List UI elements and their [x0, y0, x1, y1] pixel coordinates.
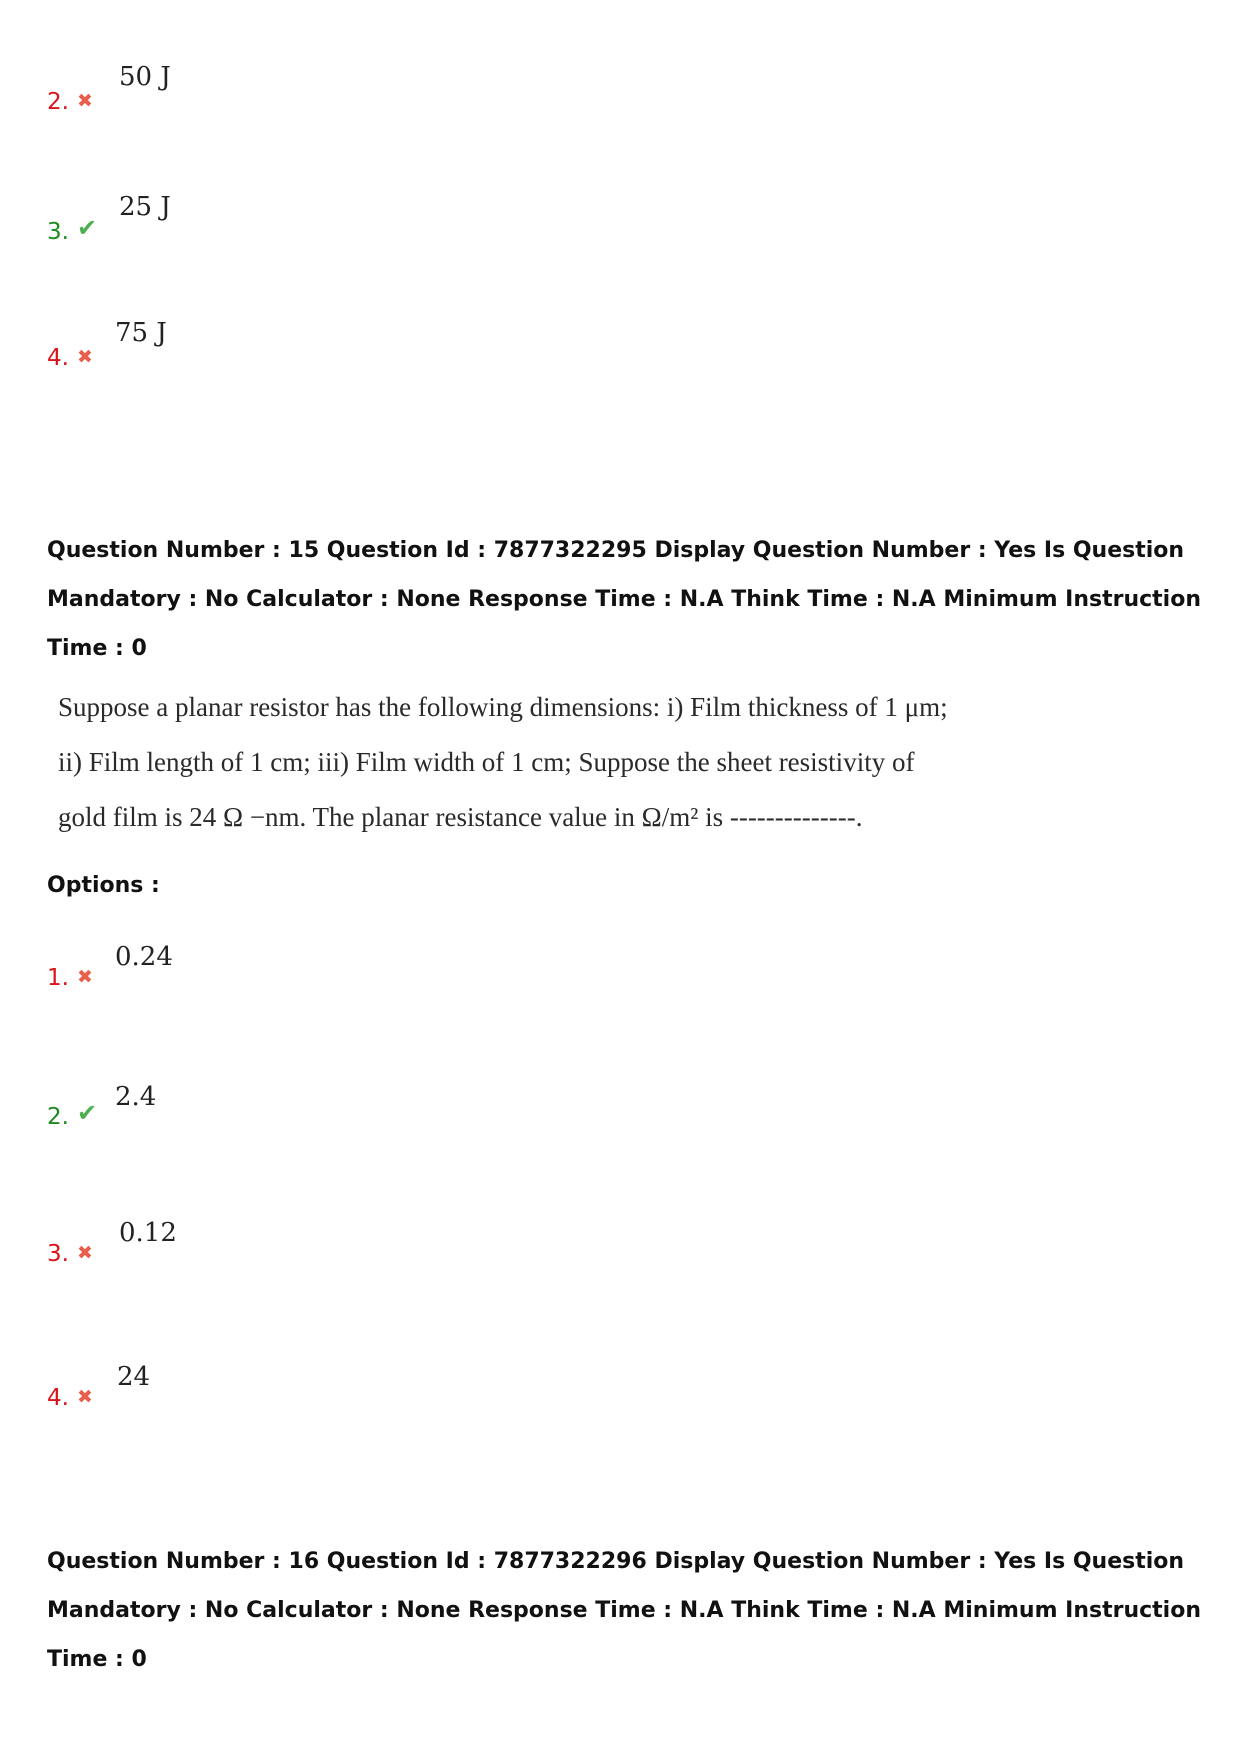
option-value: 0.24	[115, 942, 173, 972]
option-number: 2.	[47, 1104, 69, 1130]
cross-mark-icon: ✖	[77, 346, 93, 368]
question-text	[58, 680, 958, 845]
check-mark-icon: ✔	[77, 1099, 98, 1127]
check-mark-icon: ✔	[77, 214, 98, 242]
option-value: 2.4	[115, 1082, 157, 1112]
question-meta: Question Number : 15 Question Id : 7877322295 Display Question Number : Yes Is Question Mandatory : No Calculator : None Response Time : N.A Think Time : N.A Minimum Instruction Time : 0	[47, 538, 1202, 661]
cross-mark-icon: ✖	[77, 1242, 93, 1264]
option-number: 1.	[47, 965, 69, 991]
option-number: 4.	[47, 345, 69, 371]
cross-mark-icon: ✖	[77, 1386, 93, 1408]
question-text-line: ii) Film length of 1 cm; iii) Film width of 1 cm; Suppose the sheet resistivity of	[58, 747, 915, 777]
option-value: 0.12	[119, 1218, 177, 1248]
cross-mark-icon: ✖	[77, 966, 93, 988]
question-meta: Question Number : 16 Question Id : 7877322296 Display Question Number : Yes Is Question Mandatory : No Calculator : None Response Time : N.A Think Time : N.A Minimum Instruction Time : 0	[47, 1549, 1202, 1672]
option-value: 50 J	[119, 62, 171, 92]
option-number: 2.	[47, 89, 69, 115]
option-value: 75 J	[115, 318, 167, 348]
cross-mark-icon: ✖	[77, 90, 93, 112]
option-value: 24	[117, 1362, 151, 1392]
option-number: 3.	[47, 219, 69, 245]
option-value: 25 J	[119, 192, 171, 222]
option-number: 3.	[47, 1241, 69, 1267]
options-label: Options :	[47, 873, 160, 898]
question-text-line: gold film is 24 Ω −nm. The planar resistance value in Ω/m² is --------------.	[58, 802, 863, 832]
option-number: 4.	[47, 1385, 69, 1411]
question-text-line: Suppose a planar resistor has the following dimensions: i) Film thickness of 1 μm;	[58, 692, 948, 722]
